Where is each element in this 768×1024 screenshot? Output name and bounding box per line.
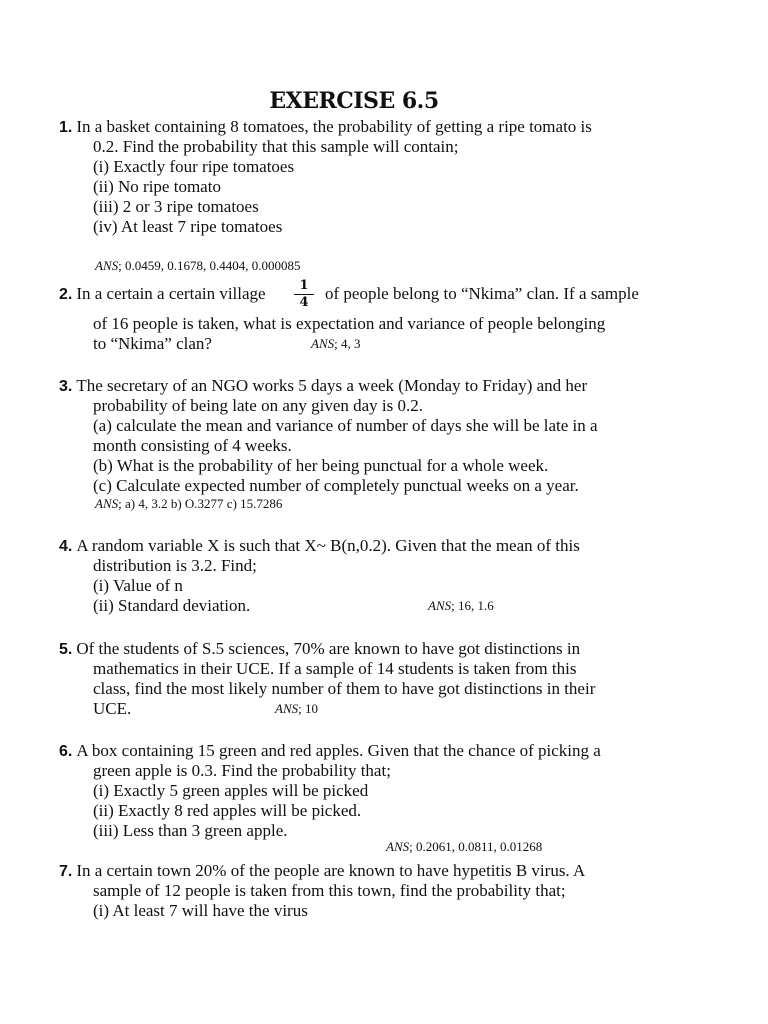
q6-line-5: (iii) Less than 3 green apple. [93,821,288,840]
q2-line-1b: of people belong to “Nkima” clan. If a sample [325,284,639,303]
q1-answer: ANS; 0.0459, 0.1678, 0.4404, 0.000085 [95,258,301,273]
q7-line-3: (i) At least 7 will have the virus [93,901,308,920]
q1-item-4: (iv) At least 7 ripe tomatoes [93,217,283,236]
q2-line-2: of 16 people is taken, what is expectation and variance of people belonging [93,314,606,333]
q5-line-3: class, find the most likely number of them to have got distinctions in their [93,679,596,698]
q5-line-1: 5. Of the students of S.5 sciences, 70% are known to have got distinctions in [59,639,581,658]
q7-number: 7. [59,863,73,880]
q4-line-1: 4. A random variable X is such that X~ B(n,0.2). Given that the mean of this [59,536,580,555]
q1-item-2: (ii) No ripe tomato [93,177,221,196]
q5-answer: ANS; 10 [275,701,318,716]
q6-line-3: (i) Exactly 5 green apples will be picked [93,781,369,800]
q1-line-2: 0.2. Find the probability that this sample will contain; [93,137,459,156]
q5-line-4: UCE. [93,699,132,718]
q2-line-1a: 2. In a certain a certain village [59,284,266,303]
q4-line-3: (i) Value of n [93,576,183,595]
q2-number: 2. [59,286,73,303]
q3-line-1: 3. The secretary of an NGO works 5 days a week (Monday to Friday) and her [59,376,588,395]
q1-item-1: (i) Exactly four ripe tomatoes [93,157,295,176]
q5-number: 5. [59,641,73,658]
q3-line-5: (b) What is the probability of her being punctual for a whole week. [93,456,549,475]
q1-line-1: 1. In a basket containing 8 tomatoes, the probability of getting a ripe tomato is [59,117,592,136]
q4-line-4: (ii) Standard deviation. [93,596,251,615]
q3-answer: ANS; a) 4, 3.2 b) O.3277 c) 15.7286 [95,496,283,511]
q6-line-4: (ii) Exactly 8 red apples will be picked. [93,801,362,820]
q6-line-2: green apple is 0.3. Find the probability that; [93,761,391,780]
fraction-one-quarter: 1 4 [292,279,316,310]
q6-answer: ANS; 0.2061, 0.0811, 0.01268 [386,839,543,854]
q7-line-2: sample of 12 people is taken from this town, find the probability that; [93,881,566,900]
q4-line-2: distribution is 3.2. Find; [93,556,257,575]
q7-line-1: 7. In a certain town 20% of the people are known to have hypetitis B virus. A [59,861,586,880]
q1-item-3: (iii) 2 or 3 ripe tomatoes [93,197,259,216]
exercise-title: EXERCISE 6.5 [269,88,439,114]
q2-line-3: to “Nkima” clan? [93,334,212,353]
q4-answer: ANS; 16, 1.6 [428,598,494,613]
q5-line-2: mathematics in their UCE. If a sample of 14 students is taken from this [93,659,577,678]
q6-number: 6. [59,743,73,760]
q3-line-4: month consisting of 4 weeks. [93,436,292,455]
q3-line-2: probability of being late on any given day is 0.2. [93,396,424,415]
q4-number: 4. [59,538,73,555]
q3-line-6: (c) Calculate expected number of completely punctual weeks on a year. [93,476,579,495]
q6-line-1: 6. A box containing 15 green and red apples. Given that the chance of picking a [59,741,601,760]
q3-number: 3. [59,378,73,395]
q1-number: 1. [59,119,73,136]
q2-answer: ANS; 4, 3 [311,336,361,351]
q3-line-3: (a) calculate the mean and variance of number of days she will be late in a [93,416,598,435]
